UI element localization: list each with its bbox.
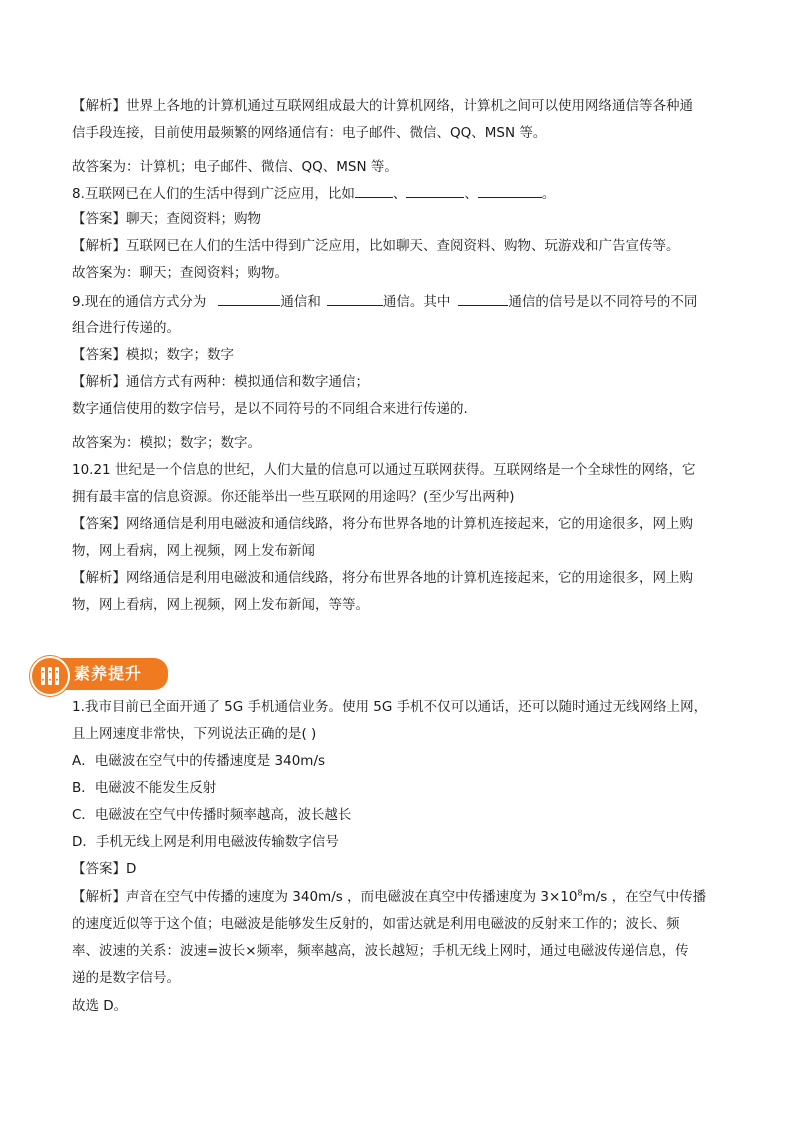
- q9-stem-prefix: 9.现在的通信方式分为: [72, 294, 207, 310]
- section-title: 素养提升: [74, 664, 143, 683]
- q11-analysis-text-b: m/s ，在空气中传播: [582, 889, 707, 905]
- q9-stem-part-1: 通信和: [280, 294, 321, 310]
- q9-analysis-line-2: 数字通信使用的数字信号，是以不同符号的不同组合来进行传递的.: [72, 401, 468, 417]
- q11-analysis-exponent: 8: [577, 888, 583, 898]
- q11-option-d: D．手机无线上网是利用电磁波传输数字信号: [72, 834, 339, 850]
- q7-analysis-line-1: 【解析】世界上各地的计算机通过互联网组成最大的计算机网络，计算机之间可以使用网络通信等各种通: [72, 98, 693, 114]
- q8-stem-end: 。: [541, 186, 556, 202]
- q11-option-c: C．电磁波在空气中传播时频率越高，波长越长: [72, 807, 352, 823]
- q11-analysis-text-a: 【解析】声音在空气中传播的速度为 340m/s ，而电磁波在真空中传播速度为 3×10: [72, 889, 578, 905]
- q7-analysis-line-2: 信手段连接，目前使用最频繁的网络通信有：电子邮件、微信、QQ、MSN 等。: [72, 125, 547, 141]
- q9-stem-line-2: 组合进行传递的。: [72, 320, 180, 336]
- q9-blank-3: [458, 290, 508, 306]
- section-banner: [30, 656, 170, 692]
- q11-final-answer: 故选 D。: [72, 998, 128, 1014]
- q10-stem-line-2: 拥有最丰富的信息资源。你还能举出一些互联网的用途吗？(至少写出两种): [72, 489, 515, 505]
- q11-stem-line-1: 1.我市目前已全面开通了 5G 手机通信业务。使用 5G 手机不仅可以通话，还可以随时通过无线网络上网，: [72, 699, 708, 715]
- q10-answer-line-1: 【答案】网络通信是利用电磁波和通信线路，将分布世界各地的计算机连接起来，它的用途很多，网上购: [72, 516, 693, 532]
- q11-analysis-line-2: 的速度近似等于这个值；电磁波是能够发生反射的，如雷达就是利用电磁波的反射来工作的；波长、频: [72, 916, 680, 932]
- q9-answer: 【答案】模拟；数字；数字: [72, 347, 234, 363]
- q9-stem-part-3: 通信的信号是以不同符号的不同: [508, 294, 698, 310]
- q11-analysis-line-1: [72, 887, 706, 907]
- q8-stem-text: 8.互联网已在人们的生活中得到广泛应用，比如: [72, 186, 355, 202]
- q10-analysis-line-1: 【解析】网络通信是利用电磁波和通信线路，将分布世界各地的计算机连接起来，它的用途很多，网上购: [72, 570, 693, 586]
- q8-final-answer: 故答案为：聊天；查阅资料；购物。: [72, 265, 288, 281]
- q8-blank-2: [406, 182, 464, 198]
- q8-stem: [72, 182, 555, 204]
- q11-analysis-line-3: 率、波速的关系：波速=波长×频率，频率越高，波长越短；手机无线上网时，通过电磁波传递信息，传: [72, 943, 689, 959]
- q9-stem-line-1: [72, 290, 697, 312]
- q9-final-answer: 故答案为：模拟；数字；数字。: [72, 435, 261, 451]
- q8-blank-1: [355, 182, 393, 198]
- q10-analysis-line-2: 物，网上看病，网上视频，网上发布新闻，等等。: [72, 597, 369, 613]
- q11-option-b: B．电磁波不能发生反射: [72, 780, 217, 796]
- q8-separator-2: 、: [464, 186, 478, 202]
- q10-answer-line-2: 物，网上看病，网上视频，网上发布新闻: [72, 543, 315, 559]
- q11-option-a: A．电磁波在空气中的传播速度是 340m/s: [72, 753, 326, 769]
- q7-final-answer: 故答案为：计算机；电子邮件、微信、QQ、MSN 等。: [72, 159, 398, 175]
- q9-stem-part-2: 通信。其中: [382, 294, 451, 310]
- q10-stem-line-1: 10.21 世纪是一个信息的世纪，人们大量的信息可以通过互联网获得。互联网络是一个全球性的网络，它: [72, 462, 696, 478]
- q9-blank-2: [327, 290, 383, 306]
- q11-answer: 【答案】D: [72, 861, 137, 877]
- q11-stem-line-2: 且上网速度非常快，下列说法正确的是( ): [72, 726, 317, 742]
- q11-analysis-line-4: 递的是数字信号。: [72, 970, 180, 986]
- books-icon: [30, 656, 70, 696]
- q8-separator-1: 、: [392, 186, 407, 202]
- q9-blank-1: [218, 290, 280, 306]
- q8-blank-3: [478, 182, 542, 198]
- q9-analysis-line-1: 【解析】通信方式有两种：模拟通信和数字通信；: [72, 374, 369, 390]
- q8-analysis: 【解析】互联网已在人们的生活中得到广泛应用，比如聊天、查阅资料、购物、玩游戏和广告宣传等。: [72, 238, 680, 254]
- q8-answer: 【答案】聊天；查阅资料；购物: [72, 211, 261, 227]
